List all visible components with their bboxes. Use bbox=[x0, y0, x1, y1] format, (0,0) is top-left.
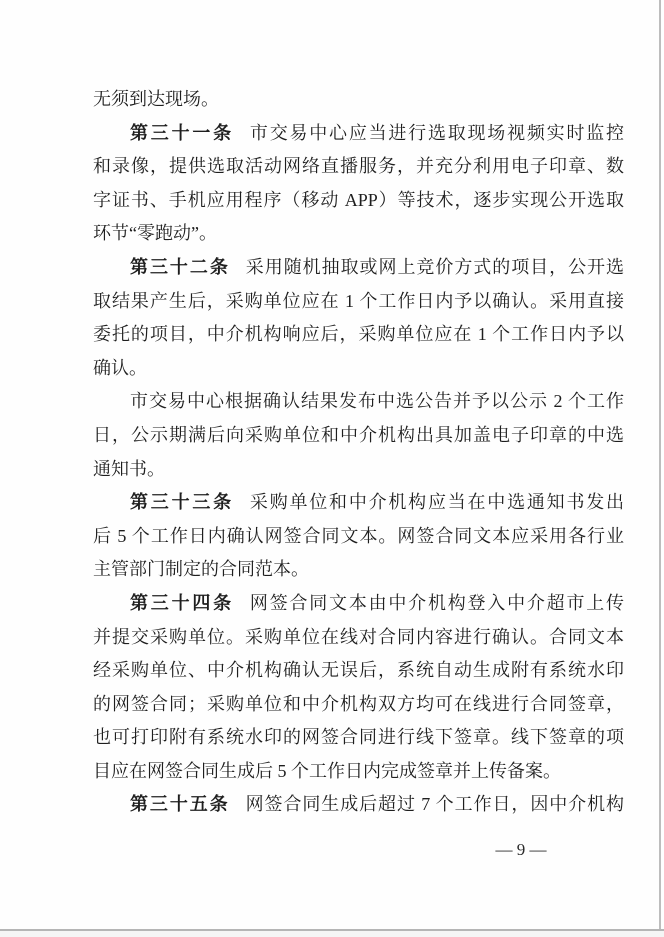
text-line bbox=[93, 453, 624, 487]
text-line bbox=[93, 83, 624, 117]
line-text: 日，公示期满后向采购单位和中介机构出具加盖电子印章的中选 bbox=[93, 424, 624, 445]
text-line bbox=[93, 117, 624, 151]
text-line bbox=[93, 385, 624, 419]
article-number: 第三十五条 bbox=[130, 794, 230, 815]
text-line bbox=[93, 520, 624, 554]
line-text: 网签合同生成后超过 7 个工作日，因中介机构 bbox=[245, 794, 624, 815]
text-line bbox=[93, 654, 624, 688]
line-text: 无须到达现场。 bbox=[93, 89, 219, 109]
text-line bbox=[93, 352, 624, 386]
article-number: 第三十二条 bbox=[130, 256, 230, 277]
article-number: 第三十一条 bbox=[130, 122, 234, 143]
text-line bbox=[93, 788, 624, 822]
article-number: 第三十四条 bbox=[130, 592, 234, 613]
line-text: 采购单位和中介机构应当在中选通知书发出 bbox=[249, 492, 624, 513]
scan-edge-right-line bbox=[659, 0, 661, 937]
line-text: 目应在网签合同生成后 5 个工作日内完成签章并上传备案。 bbox=[93, 760, 561, 781]
text-line bbox=[93, 217, 624, 251]
line-text: 委托的项目，中介机构响应后，采购单位应在 1 个工作日内予以 bbox=[93, 324, 624, 345]
text-line bbox=[93, 755, 624, 789]
text-line bbox=[93, 621, 624, 655]
text-line bbox=[93, 251, 624, 285]
text-line bbox=[93, 486, 624, 520]
article-number: 第三十三条 bbox=[130, 492, 234, 513]
scan-edge-bottom-line bbox=[0, 929, 664, 931]
line-text: 取结果产生后，采购单位应在 1 个工作日内予以确认。采用直接 bbox=[93, 290, 624, 311]
line-text: 市交易中心应当进行选取现场视频实时监控 bbox=[249, 122, 624, 143]
scan-margin-bottom bbox=[0, 931, 664, 937]
line-text: 主管部门制定的合同范本。 bbox=[93, 559, 309, 580]
text-line bbox=[93, 688, 624, 722]
text-line bbox=[93, 150, 624, 184]
line-text: 的网签合同；采购单位和中介机构双方均可在线进行合同签章， bbox=[93, 693, 624, 714]
line-text: 确认。 bbox=[93, 357, 147, 378]
text-line bbox=[93, 721, 624, 755]
text-line bbox=[93, 587, 624, 621]
line-text: 环节“零跑动”。 bbox=[93, 223, 217, 244]
text-line bbox=[93, 318, 624, 352]
line-text: 经采购单位、中介机构确认无误后，系统自动生成附有系统水印 bbox=[93, 660, 624, 681]
line-text: 也可打印附有系统水印的网签合同进行线下签章。线下签章的项 bbox=[93, 727, 624, 748]
line-text: 并提交采购单位。采购单位在线对合同内容进行确认。合同文本 bbox=[93, 626, 624, 647]
line-text: 通知书。 bbox=[93, 458, 165, 479]
page-number: — 9 — bbox=[495, 840, 547, 859]
text-line bbox=[93, 285, 624, 319]
text-line bbox=[93, 419, 624, 453]
line-text: 字证书、手机应用程序（移动 APP）等技术，逐步实现公开选取 bbox=[93, 189, 624, 210]
line-text: 采用随机抽取或网上竞价方式的项目，公开选 bbox=[245, 256, 624, 277]
line-text: 和录像，提供选取活动网络直播服务，并充分利用电子印章、数 bbox=[93, 156, 624, 177]
document-body bbox=[93, 83, 624, 822]
line-text: 后 5 个工作日内确认网签合同文本。网签合同文本应采用各行业 bbox=[93, 525, 624, 546]
line-text: 市交易中心根据确认结果发布中选公告并予以公示 2 个工作 bbox=[130, 391, 624, 412]
line-text: 网签合同文本由中介机构登入中介超市上传 bbox=[249, 592, 624, 613]
text-line bbox=[93, 184, 624, 218]
text-line bbox=[93, 553, 624, 587]
